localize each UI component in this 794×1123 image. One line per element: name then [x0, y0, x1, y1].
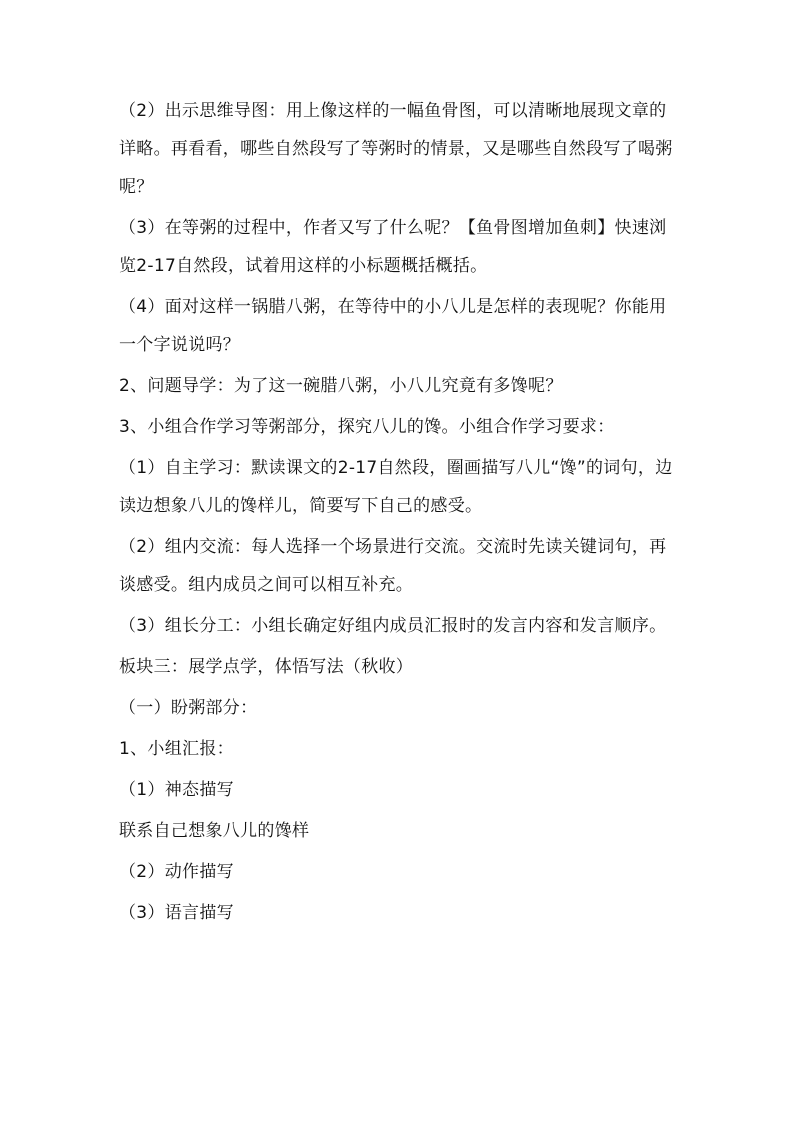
paragraph-group-study: 3、小组合作学习等粥部分，探究八儿的馋。小组合作学习要求： — [119, 417, 615, 437]
paragraph-one-word: （4）面对这样一锅腊八粥，在等待中的小八儿是怎样的表现呢？你能用一个字说说吗？ — [119, 297, 667, 355]
subheading-hoping-porridge: （一）盼粥部分： — [119, 698, 258, 718]
paragraph-leader-division: （3）组长分工：小组长确定好组内成员汇报时的发言内容和发言顺序。 — [119, 616, 667, 636]
paragraph-action-description: （2）动作描写 — [119, 862, 234, 882]
paragraph-fishbone-mindmap: （2）出示思维导图：用上像这样的一幅鱼骨图，可以清晰地展现文章的详略。再看看，哪些自然段写了等粥时的情景，又是哪些自然段写了喝粥呢？ — [119, 101, 673, 197]
section-heading-block-three: 板块三：展学点学，体悟写法（秋收） — [119, 657, 414, 677]
paragraph-group-report: 1、小组汇报： — [119, 739, 234, 759]
paragraph-self-study: （1）自主学习：默读课文的2-17自然段，圈画描写八儿“馋”的词句，边读边想象八儿的馋样儿，简要写下自己的感受。 — [119, 458, 673, 516]
paragraph-imagine-greedy: 联系自己想象八儿的馋样 — [119, 821, 310, 841]
paragraph-expression-description: （1）神态描写 — [119, 780, 234, 800]
document-body — [119, 92, 679, 935]
paragraph-language-description: （3）语言描写 — [119, 903, 234, 923]
paragraph-group-exchange: （2）组内交流：每人选择一个场景进行交流。交流时先读关键词句，再谈感受。组内成员之间可以相互补充。 — [119, 537, 667, 595]
paragraph-question-guide: 2、问题导学：为了这一碗腊八粥，小八儿究竟有多馋呢？ — [119, 376, 563, 396]
paragraph-waiting-process: （3）在等粥的过程中，作者又写了什么呢？【鱼骨图增加鱼刺】快速浏览2-17自然段，试着用这样的小标题概括概括。 — [119, 218, 667, 276]
